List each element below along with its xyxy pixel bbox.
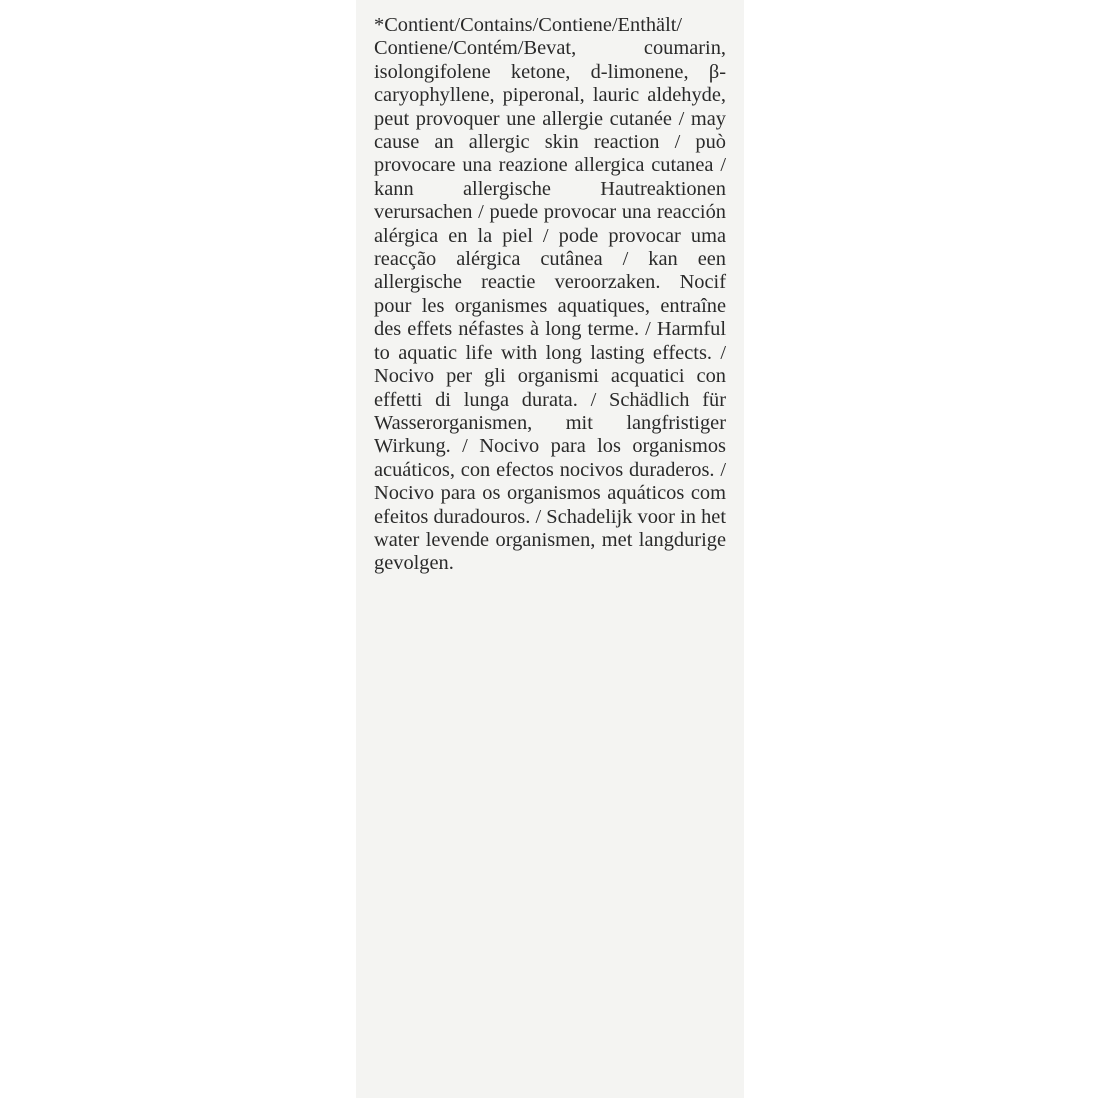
allergen-warning-text: *Contient/Contains/Contiene/Enthält/ Contiene/Contém/Bevat, coumarin, isolongifolene ketone, d-limonene, β-caryophyllene, piperonal, lauric aldehyde, peut provoquer une allergie cutanée / may cause an allergic skin reaction / può provocare una reazione allergica cutanea / kann allergische Hautreaktionen verursachen / puede provocar una reacción alérgica en la piel / pode provocar uma reacção alérgica cutânea / kan een allergische reactie veroorzaken. Nocif pour les organismes aquatiques, entraîne des effets néfastes à long terme. / Harmful to aquatic life with long lasting effects. / Nocivo per gli organismi acquatici con effetti di lunga durata. / Schädlich für Wasserorganismen, mit langfristiger Wirkung. / Nocivo para los organismos acuáticos, con efectos nocivos duraderos. / Nocivo para os organismos aquáticos com efeitos duradouros. / Schadelijk voor in het water levende organismen, met langdurige gevolgen. (374, 14, 726, 575)
product-label-panel (356, 0, 744, 1098)
